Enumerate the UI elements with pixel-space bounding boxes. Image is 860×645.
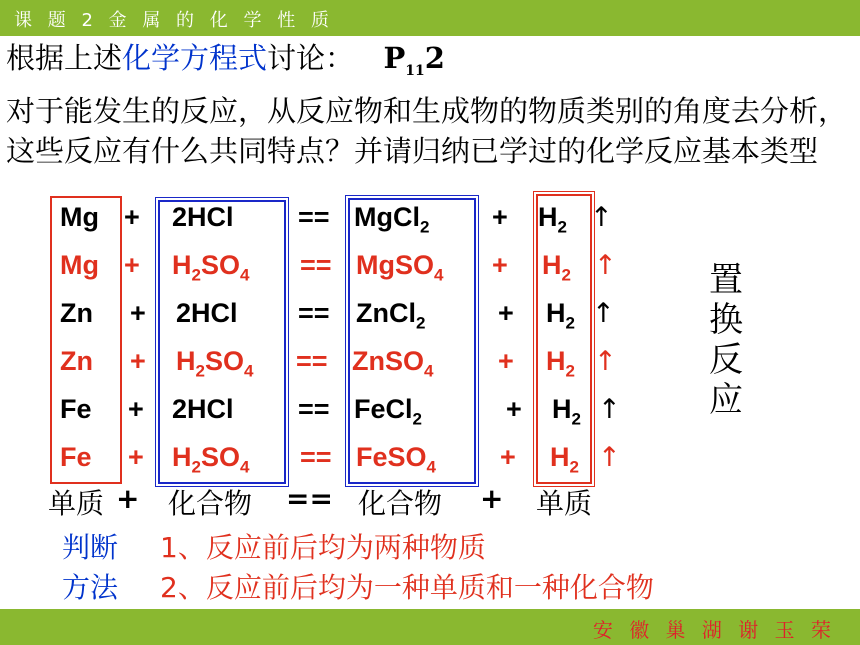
plus-sign: + (124, 250, 140, 280)
plus-sign: + (492, 202, 508, 232)
general-product-2: 单质 (536, 487, 593, 520)
metal-formula: Mg (60, 250, 99, 280)
title-bar (0, 0, 860, 36)
equals-sign: == (298, 394, 330, 424)
gas-formula: $H_2$ (546, 346, 575, 381)
gas-formula: $H_2$ (546, 298, 575, 333)
plus-sign: + (498, 346, 514, 376)
judge-text-2: 2、反应前后均为一种单质和一种化合物 (160, 571, 654, 604)
up-arrow-icon: ↑ (598, 394, 621, 425)
metal-formula: Zn (60, 346, 93, 376)
salt-formula: ZnCl$_2$ (356, 298, 426, 333)
plus-sign: + (130, 346, 146, 376)
general-product-1: 化合物 (358, 487, 443, 520)
metal-formula: Mg (60, 202, 99, 232)
general-plus: + (480, 482, 504, 515)
equals-sign: == (298, 298, 330, 328)
metal-formula: Fe (60, 442, 92, 472)
general-reactant-1: 单质 (48, 487, 105, 520)
plus-sign: + (506, 394, 522, 424)
question-text: 对于能发生的反应，从反应物和生成物的物质类别的角度去分析，这些反应有什么共同特点？并请归纳已学过的化学反应基本类型 (6, 93, 848, 168)
plus-sign: + (500, 442, 516, 472)
salt-formula: MgSO$_4$ (356, 250, 444, 285)
acid-formula: $H_2SO_4$ (172, 442, 250, 477)
equation-row (0, 198, 860, 242)
slide-title: 课 题 2 金 属 的 化 学 性 质 (14, 10, 334, 31)
equals-sign: == (298, 202, 330, 232)
up-arrow-icon: ↑ (592, 298, 615, 329)
equals-sign: == (300, 250, 332, 280)
equals-sign: == (296, 346, 328, 376)
gas-formula: $H_2$ (552, 394, 581, 429)
gas-formula: $H_2$ (542, 250, 571, 285)
equation-row (0, 438, 860, 482)
intro-tail: 讨论： (267, 41, 355, 75)
acid-formula: $H_2SO_4$ (176, 346, 254, 381)
plus-sign: + (130, 298, 146, 328)
intro-line (6, 38, 856, 91)
footer-bar (0, 609, 860, 645)
judge-label-2: 方法 (62, 571, 119, 604)
up-arrow-icon: ↑ (594, 250, 617, 281)
side-char: 换 (709, 300, 743, 340)
acid-formula: 2HCl (172, 202, 234, 232)
gas-formula: $H_2$ (538, 202, 567, 237)
plus-sign: + (498, 298, 514, 328)
acid-formula: $H_2SO_4$ (172, 250, 250, 285)
up-arrow-icon: ↑ (594, 346, 617, 377)
salt-formula: MgCl$_2$ (354, 202, 430, 237)
general-reactant-2: 化合物 (168, 487, 253, 520)
author-text: 安 徽 巢 湖 谢 玉 荣 (592, 618, 836, 642)
plus-sign: + (492, 250, 508, 280)
plus-sign: + (124, 202, 140, 232)
intro-highlight: 化学方程式 (122, 41, 268, 75)
side-label (706, 260, 746, 420)
page-ref: $P_{11}2$ (383, 41, 445, 79)
acid-formula: 2HCl (176, 298, 238, 328)
plus-sign: + (128, 394, 144, 424)
judge-label-1: 判断 (62, 531, 119, 564)
gas-formula: $H_2$ (550, 442, 579, 477)
side-char: 应 (709, 380, 743, 420)
metal-formula: Fe (60, 394, 92, 424)
intro-lead: 根据上述 (6, 41, 123, 75)
up-arrow-icon: ↑ (598, 442, 621, 473)
acid-formula: 2HCl (172, 394, 234, 424)
general-equals: == (286, 482, 333, 515)
intro-text (6, 38, 856, 171)
judge-text-1: 1、反应前后均为两种物质 (160, 531, 486, 564)
salt-formula: FeCl$_2$ (354, 394, 422, 429)
general-plus: + (116, 482, 140, 515)
salt-formula: FeSO$_4$ (356, 442, 436, 477)
metal-formula: Zn (60, 298, 93, 328)
up-arrow-icon: ↑ (590, 202, 613, 233)
side-char: 置 (709, 260, 743, 300)
equals-sign: == (300, 442, 332, 472)
salt-formula: ZnSO$_4$ (352, 346, 434, 381)
plus-sign: + (128, 442, 144, 472)
side-char: 反 (709, 340, 743, 380)
